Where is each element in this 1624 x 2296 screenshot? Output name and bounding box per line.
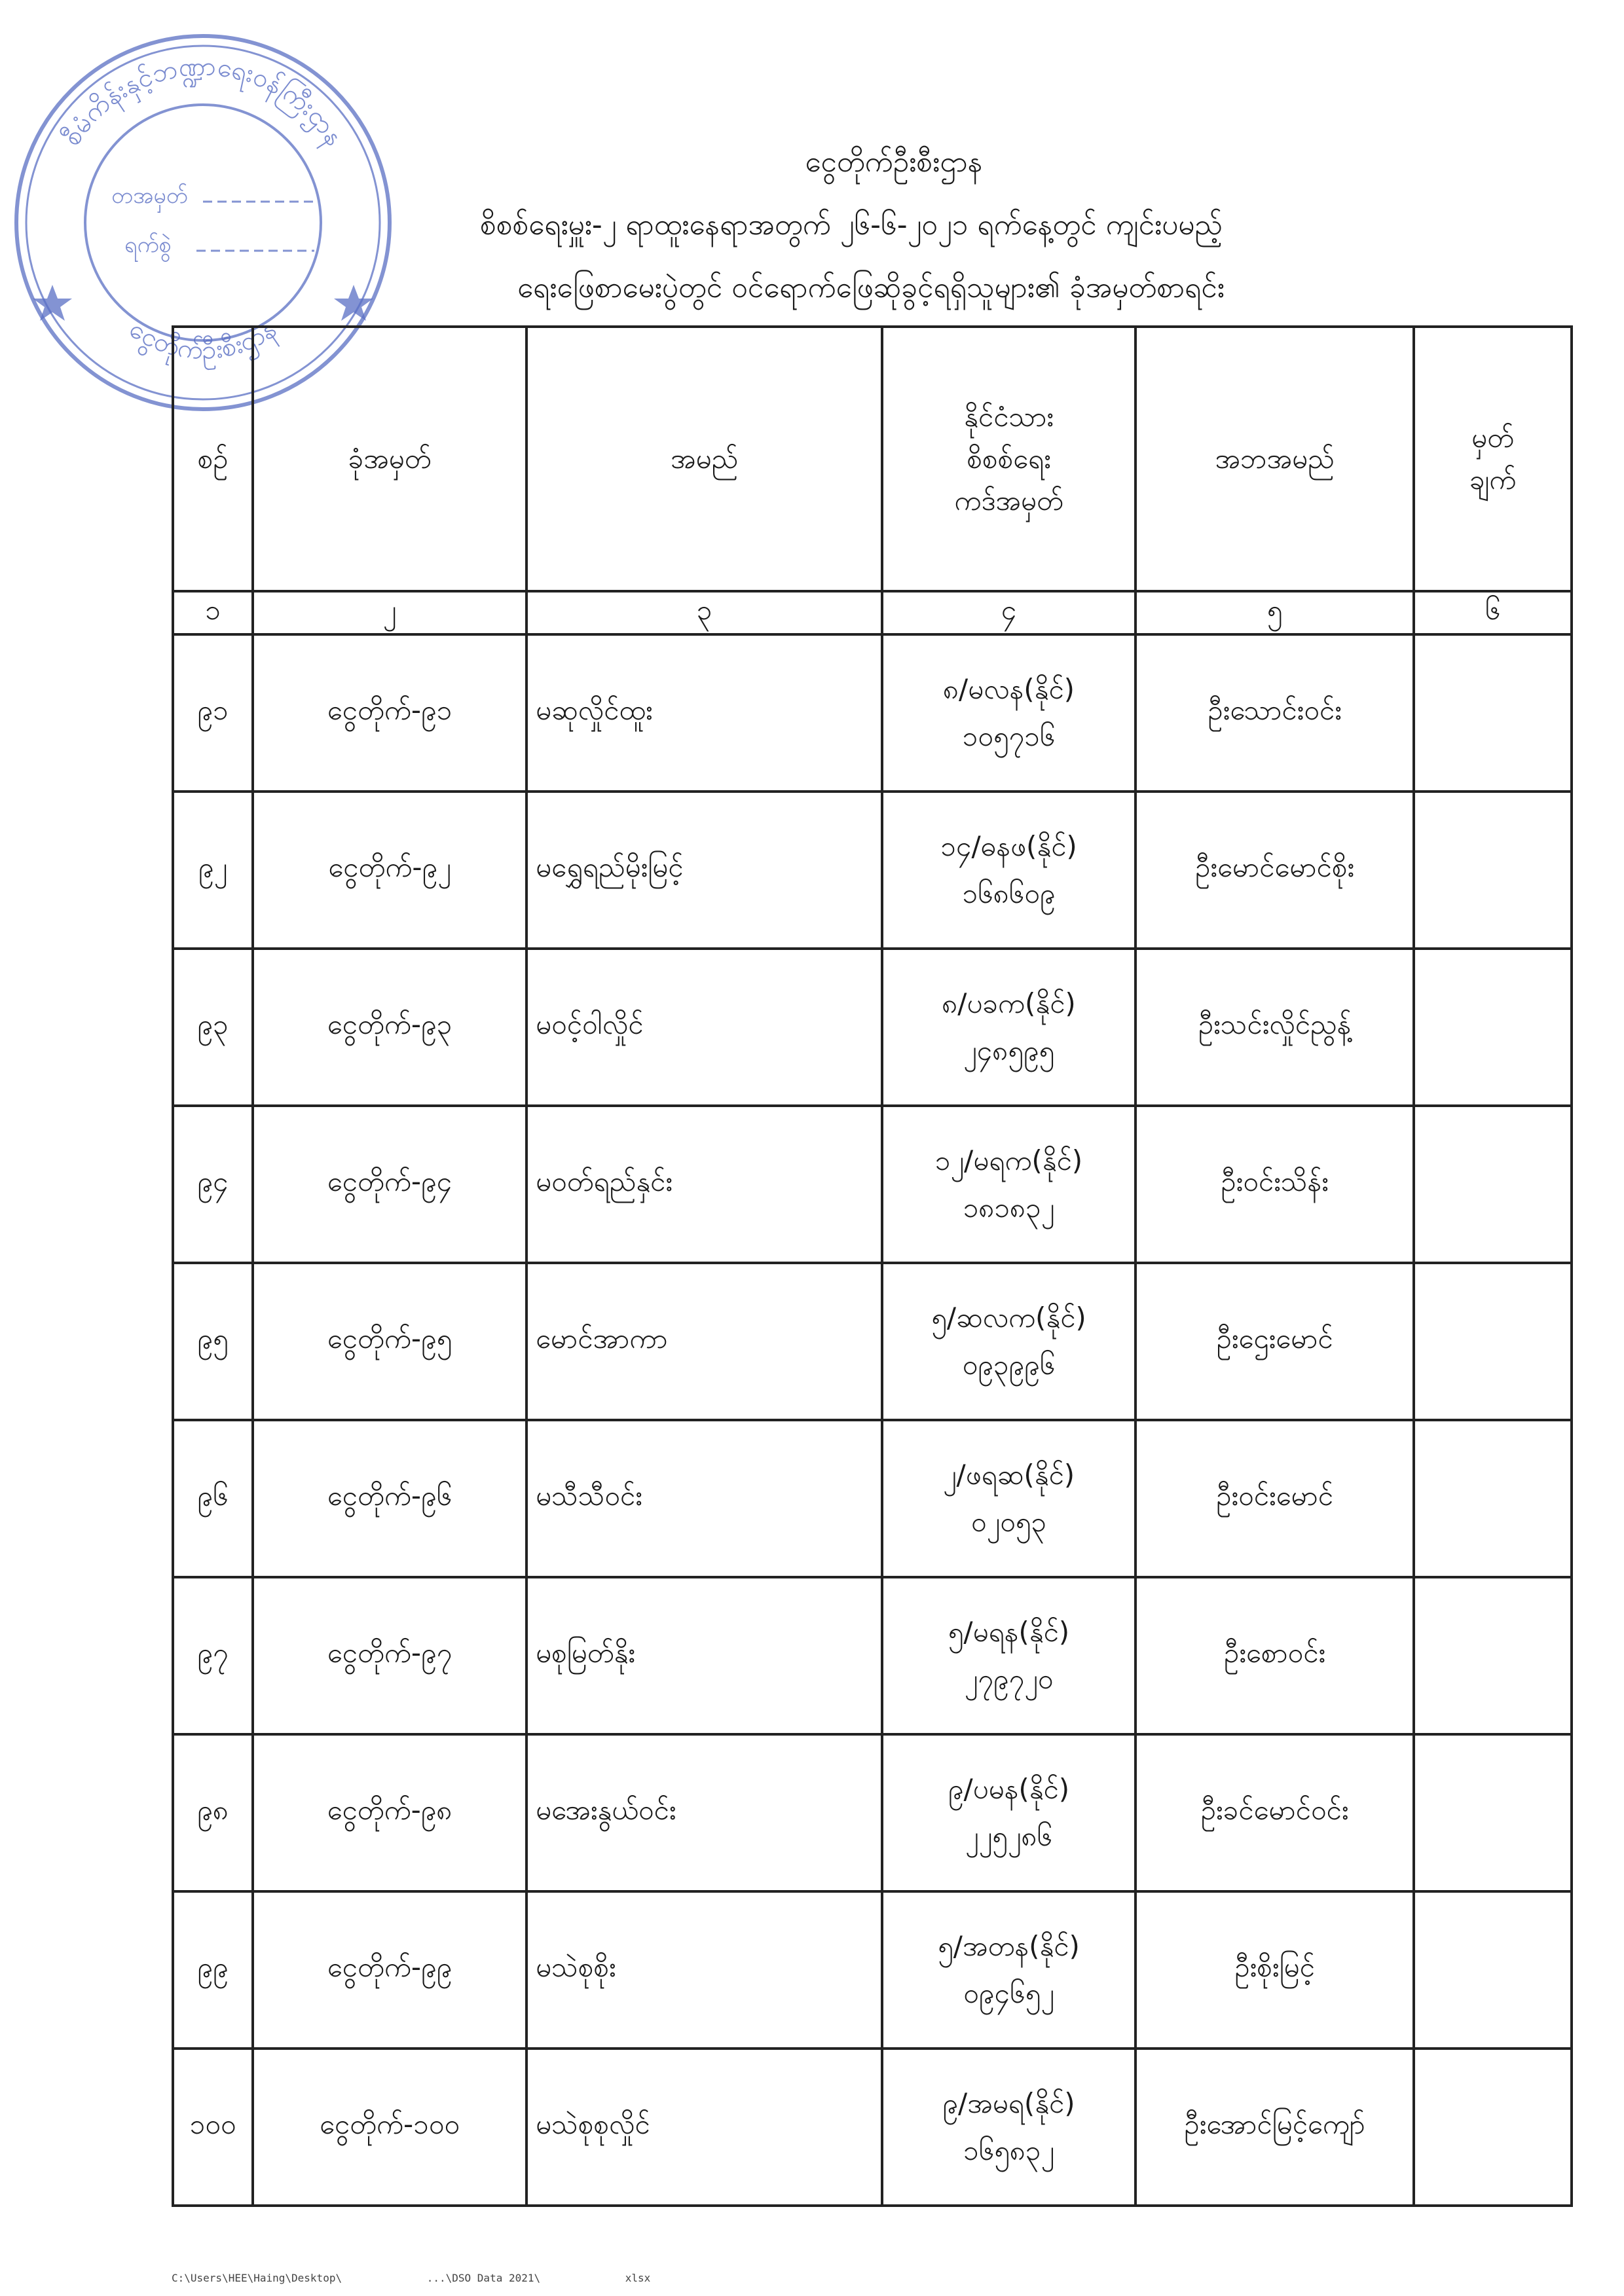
cell-nrc: [882, 1106, 1135, 1263]
cell-nrc-line2: ၁၈၁၈၃၂: [963, 1192, 1055, 1224]
col-header-father: အဘအမည်: [1135, 327, 1414, 591]
seal-field-number: တအမှတ်: [111, 183, 188, 209]
col-header-nrc-line2: စိစစ်ရေး: [967, 443, 1051, 475]
cell-nrc: [882, 1734, 1135, 1891]
cell-serial: ၉၆: [173, 1420, 253, 1577]
cell-nrc-line2: ၀၉၃၉၉၆: [962, 1349, 1056, 1381]
cell-nrc-line2: ၀၉၄၆၅၂: [963, 1977, 1054, 2009]
cell-nrc-line1: ၅/အတန(နိုင်): [938, 1930, 1080, 1962]
cell-serial: ၉၇: [173, 1577, 253, 1734]
cell-father-name: ဦးမောင်မောင်စိုး: [1135, 792, 1414, 949]
column-number: ၃: [526, 591, 882, 634]
cell-serial: ၉၄: [173, 1106, 253, 1263]
table-row: [173, 1106, 1572, 1263]
cell-remark: [1414, 792, 1572, 949]
cell-remark: [1414, 1891, 1572, 2049]
cell-father-name: ဦးဝင်းမောင်: [1135, 1420, 1414, 1577]
cell-remark: [1414, 1577, 1572, 1734]
col-header-seat-no: ခုံအမှတ်: [253, 327, 526, 591]
cell-serial: ၉၃: [173, 949, 253, 1106]
cell-seat-no: ငွေတိုက်-၉၄: [253, 1106, 526, 1263]
table-row: [173, 1577, 1572, 1734]
cell-seat-no: ငွေတိုက်-၉၁: [253, 634, 526, 792]
cell-name: မောင်အာကာ: [526, 1263, 882, 1420]
file-path-part: C:\Users\HEE\Haing\Desktop\: [172, 2272, 342, 2284]
table-row: [173, 1891, 1572, 2049]
cell-seat-no: ငွေတိုက်-၉၂: [253, 792, 526, 949]
cell-name: မရွှေရည်မိုးမြင့်: [526, 792, 882, 949]
cell-seat-no: ငွေတိုက်-၉၃: [253, 949, 526, 1106]
col-header-serial: စဉ်: [173, 327, 253, 591]
cell-seat-no: ငွေတိုက်-၉၉: [253, 1891, 526, 2049]
cell-serial: ၁၀၀: [173, 2049, 253, 2206]
cell-seat-no: ငွေတိုက်-၉၈: [253, 1734, 526, 1891]
cell-name: မသဲစုစိုး: [526, 1891, 882, 2049]
column-number: ၂: [253, 591, 526, 634]
table-row: [173, 1734, 1572, 1891]
cell-name: မစုမြတ်နိုး: [526, 1577, 882, 1734]
cell-nrc-line1: ၅/ဆလက(နိုင်): [931, 1302, 1086, 1334]
cell-serial: ၉၉: [173, 1891, 253, 2049]
cell-nrc-line2: ၁၆၈၆၀၉: [962, 877, 1056, 909]
col-header-nrc-line3: ကဒ်အမှတ်: [954, 484, 1063, 517]
cell-nrc-line2: ၁၆၅၈၃၂: [963, 2134, 1055, 2166]
table-row: [173, 792, 1572, 949]
seat-number-table: [172, 325, 1573, 2207]
cell-remark: [1414, 1106, 1572, 1263]
cell-nrc: [882, 2049, 1135, 2206]
col-header-remark-line2: ချက်: [1469, 464, 1517, 496]
cell-nrc: [882, 1577, 1135, 1734]
department-title: ငွေတိုက်ဦးစီးဌာန: [805, 145, 983, 179]
cell-nrc: [882, 634, 1135, 792]
table-row: [173, 1263, 1572, 1420]
col-header-nrc: [882, 327, 1135, 591]
cell-name: မအေးနွယ်ဝင်း: [526, 1734, 882, 1891]
cell-remark: [1414, 1734, 1572, 1891]
cell-nrc-line1: ၉/အမရ(နိုင်): [942, 2087, 1075, 2119]
cell-nrc-line1: ၈/ပခက(နိုင်): [942, 987, 1076, 1019]
column-number-row: [173, 591, 1572, 634]
seal-field-date: ရက်စွဲ: [124, 232, 172, 258]
table-row: [173, 634, 1572, 792]
cell-nrc-line1: ၁၄/ဓနဖ(နိုင်): [940, 830, 1077, 862]
cell-nrc-line1: ၉/ပမန(နိုင်): [948, 1773, 1070, 1805]
table-row: [173, 949, 1572, 1106]
cell-seat-no: ငွေတိုက်-၁၀၀: [253, 2049, 526, 2206]
cell-father-name: ဦးအောင်မြင့်ကျော်: [1135, 2049, 1414, 2206]
cell-nrc: [882, 792, 1135, 949]
seal-bottom-text: ငွေတိုက်ဦးစီးဌာန: [124, 314, 282, 366]
cell-serial: ၉၈: [173, 1734, 253, 1891]
cell-remark: [1414, 1263, 1572, 1420]
table-row: [173, 1420, 1572, 1577]
col-header-name: အမည်: [526, 327, 882, 591]
cell-nrc-line1: ၁၂/မရက(နိုင်): [934, 1144, 1083, 1176]
cell-remark: [1414, 949, 1572, 1106]
col-header-nrc-line1: နိုင်ငံသား: [964, 401, 1054, 433]
cell-serial: ၉၂: [173, 792, 253, 949]
cell-nrc-line1: ၈/မလန(နိုင်): [942, 673, 1075, 705]
col-header-remark: [1414, 327, 1572, 591]
cell-nrc-line2: ၀၂၀၅၃: [970, 1506, 1047, 1538]
column-number: ၁: [173, 591, 253, 634]
table-row: [173, 2049, 1572, 2206]
table-body: [173, 634, 1572, 2206]
cell-nrc: [882, 949, 1135, 1106]
file-path-footer: [172, 2272, 729, 2284]
cell-nrc-line2: ၂၄၈၅၉၅: [963, 1034, 1055, 1066]
cell-name: မသီသီဝင်း: [526, 1420, 882, 1577]
cell-name: မဆုလှိုင်ထူး: [526, 634, 882, 792]
document-header: [0, 131, 1624, 319]
cell-nrc: [882, 1263, 1135, 1420]
cell-name: မဝင့်ဝါလှိုင်: [526, 949, 882, 1106]
file-path-part: ...\DSO Data 2021\: [426, 2272, 541, 2284]
cell-nrc-line1: ၅/မရန(နိုင်): [948, 1616, 1070, 1648]
cell-nrc: [882, 1420, 1135, 1577]
cell-nrc-line2: ၂၇၉၇၂၀: [964, 1663, 1054, 1695]
cell-seat-no: ငွေတိုက်-၉၆: [253, 1420, 526, 1577]
cell-nrc: [882, 1891, 1135, 2049]
cell-serial: ၉၁: [173, 634, 253, 792]
cell-remark: [1414, 2049, 1572, 2206]
cell-remark: [1414, 1420, 1572, 1577]
column-number: ၆: [1414, 591, 1572, 634]
list-title: ရေးဖြေစာမေးပွဲတွင် ဝင်ရောက်ဖြေဆိုခွင့်ရရှိသူများ၏ ခုံအမှတ်စာရင်း: [517, 271, 1225, 304]
cell-father-name: ဦးဌေးမောင်: [1135, 1263, 1414, 1420]
column-number: ၄: [882, 591, 1135, 634]
col-header-remark-line1: မှတ်: [1471, 422, 1514, 454]
cell-father-name: ဦးစောဝင်း: [1135, 1577, 1414, 1734]
table-header-row: [173, 327, 1572, 591]
cell-nrc-line1: ၂/ဖရဆ(နိုင်): [942, 1459, 1075, 1491]
file-path-part: xlsx: [625, 2272, 651, 2284]
cell-serial: ၉၅: [173, 1263, 253, 1420]
cell-seat-no: ငွေတိုက်-၉၇: [253, 1577, 526, 1734]
cell-father-name: ဦးဝင်းသိန်း: [1135, 1106, 1414, 1263]
cell-father-name: ဦးသင်းလှိုင်ညွန့်: [1135, 949, 1414, 1106]
cell-remark: [1414, 634, 1572, 792]
cell-seat-no: ငွေတိုက်-၉၅: [253, 1263, 526, 1420]
cell-father-name: ဦးစိုးမြင့်: [1135, 1891, 1414, 2049]
cell-father-name: ဦးခင်မောင်ဝင်း: [1135, 1734, 1414, 1891]
cell-father-name: ဦးသောင်းဝင်း: [1135, 634, 1414, 792]
column-number: ၅: [1135, 591, 1414, 634]
exam-description: စိစစ်ရေးမှူး-၂ ရာထူးနေရာအတွက် ၂၆-၆-၂၀၂၁ ရက်နေ့တွင် ကျင်းပမည့်: [480, 208, 1223, 242]
cell-nrc-line2: ၁၀၅၇၁၆: [962, 720, 1056, 752]
cell-nrc-line2: ၂၂၅၂၈၆: [965, 1820, 1053, 1852]
cell-name: မဝတ်ရည်နှင်း: [526, 1106, 882, 1263]
cell-name: မသဲစုစုလှိုင်: [526, 2049, 882, 2206]
seal-top-text: စီမံကိန်းနှင့်ဘဏ္ဍာရေးဝန်ကြီးဌာန: [56, 51, 350, 152]
